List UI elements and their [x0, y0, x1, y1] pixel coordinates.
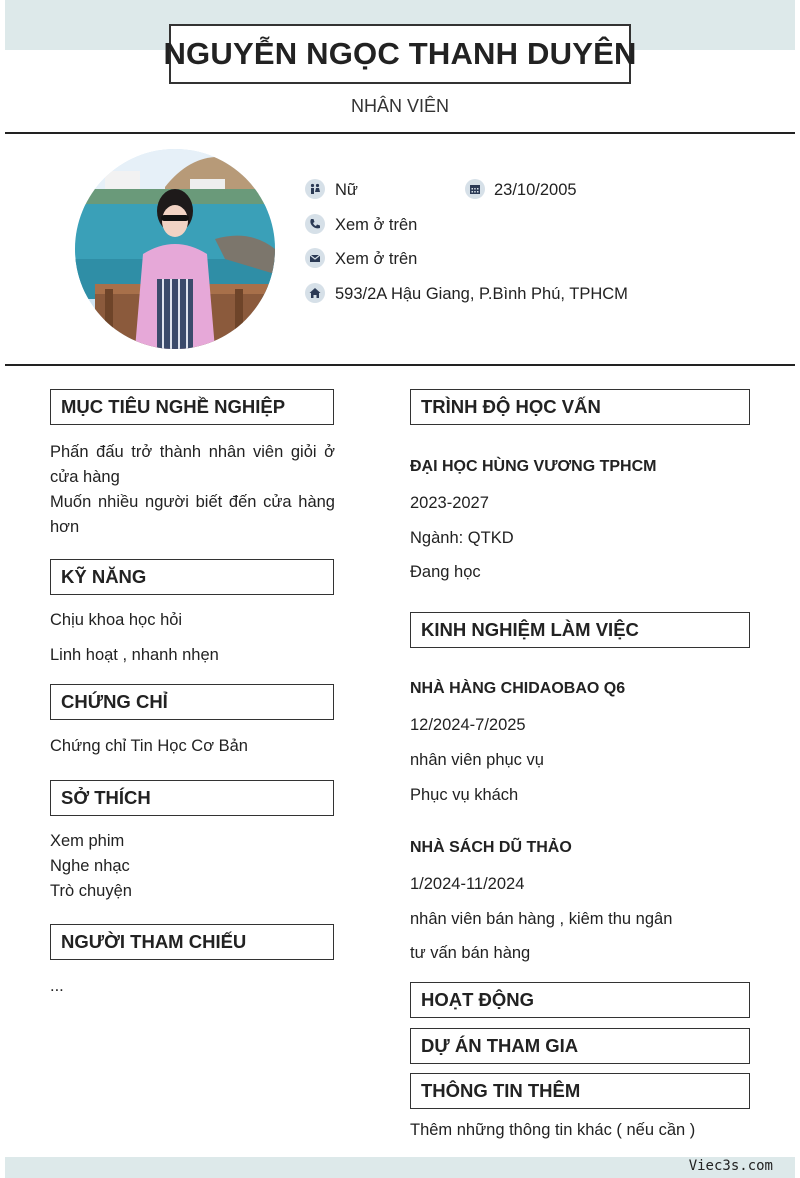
hobby-item: Xem phim	[50, 832, 125, 850]
additional-info-heading: THÔNG TIN THÊM	[410, 1073, 750, 1109]
footer-band	[5, 1157, 795, 1178]
references-text: ...	[50, 977, 64, 995]
birthdate-text: 23/10/2005	[494, 181, 577, 199]
email-text: Xem ở trên	[335, 250, 418, 268]
activities-heading: HOẠT ĐỘNG	[410, 982, 750, 1018]
calendar-icon	[465, 179, 485, 199]
gender-text: Nữ	[335, 181, 358, 199]
career-objective-line: Muốn nhiều người biết đến cửa hàng hơn	[50, 493, 335, 536]
home-icon	[305, 283, 325, 303]
additional-info-text: Thêm những thông tin khác ( nếu cần )	[410, 1121, 696, 1139]
hobby-item: Trò chuyện	[50, 882, 132, 900]
job-description: tư vấn bán hàng	[410, 944, 531, 962]
job-position: nhân viên phục vụ	[410, 751, 544, 769]
job-description: Phục vụ khách	[410, 786, 519, 804]
career-objective-heading: MỤC TIÊU NGHỀ NGHIỆP	[50, 389, 334, 425]
references-heading: NGƯỜI THAM CHIẾU	[50, 924, 334, 960]
school-name: ĐẠI HỌC HÙNG VƯƠNG TPHCM	[410, 458, 657, 475]
education-major: Ngành: QTKD	[410, 529, 514, 547]
header-divider	[5, 132, 795, 134]
certificate-item: Chứng chỉ Tin Học Cơ Bản	[50, 737, 248, 755]
certificates-heading: CHỨNG CHỈ	[50, 684, 334, 720]
phone-icon	[305, 214, 325, 234]
gender-icon	[305, 179, 325, 199]
education-heading: TRÌNH ĐỘ HỌC VẤN	[410, 389, 750, 425]
email-icon	[305, 248, 325, 268]
experience-heading: KINH NGHIỆM LÀM VIỆC	[410, 612, 750, 648]
name-box	[163, 24, 637, 84]
job-company: NHÀ HÀNG CHIDAOBAO Q6	[410, 680, 626, 697]
watermark: Viec3s.com	[688, 1158, 773, 1174]
hobbies-heading: SỞ THÍCH	[50, 780, 334, 816]
career-objective-text	[50, 440, 335, 540]
education-status: Đang học	[410, 563, 481, 581]
career-objective-line: Phấn đấu trở thành nhân viên giỏi ở cửa hàng	[50, 443, 335, 486]
projects-heading: DỰ ÁN THAM GIA	[410, 1028, 750, 1064]
address-text: 593/2A Hậu Giang, P.Bình Phú, TPHCM	[335, 285, 628, 303]
avatar	[75, 149, 275, 349]
info-divider	[5, 364, 795, 366]
job-period: 12/2024-7/2025	[410, 716, 526, 734]
skill-item: Linh hoạt , nhanh nhẹn	[50, 646, 219, 664]
job-period: 1/2024-11/2024	[410, 875, 525, 893]
education-period: 2023-2027	[410, 494, 489, 512]
phone-text: Xem ở trên	[335, 216, 418, 234]
job-company: NHÀ SÁCH DŨ THẢO	[410, 839, 572, 856]
hobby-item: Nghe nhạc	[50, 857, 130, 875]
job-position: nhân viên bán hàng , kiêm thu ngân	[410, 910, 673, 928]
full-name: NGUYỄN NGỌC THANH DUYÊN	[163, 36, 637, 71]
skill-item: Chịu khoa học hỏi	[50, 611, 183, 629]
skills-heading: KỸ NĂNG	[50, 559, 334, 595]
job-title: NHÂN VIÊN	[350, 96, 449, 116]
